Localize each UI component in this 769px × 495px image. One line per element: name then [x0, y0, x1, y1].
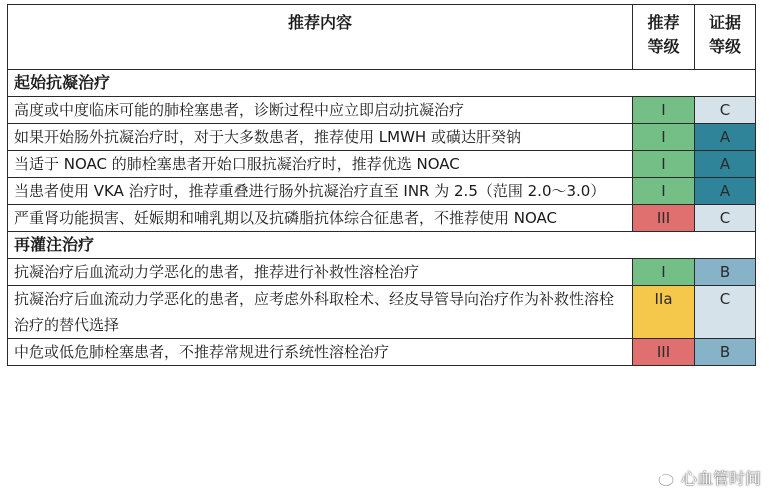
- evidence-value: A: [719, 128, 731, 146]
- table-row: [8, 178, 756, 205]
- table-row: [8, 205, 756, 232]
- grade-value: I: [661, 128, 666, 146]
- evidence-badge: [695, 205, 756, 232]
- grade-value: I: [661, 182, 666, 200]
- recommendation-table: [7, 4, 756, 366]
- evidence-value: C: [719, 101, 731, 119]
- section-title: 起始抗凝治疗: [8, 70, 756, 97]
- header-evidence-label: 证据等级: [709, 13, 742, 56]
- evidence-value: C: [719, 209, 731, 227]
- grade-value: I: [661, 101, 666, 119]
- evidence-badge: [695, 178, 756, 205]
- grade-badge: [633, 286, 695, 339]
- table-row: [8, 259, 756, 286]
- header-content: 推荐内容: [8, 5, 633, 70]
- section-row: [8, 70, 756, 97]
- grade-badge: [633, 97, 695, 124]
- grade-badge: [633, 151, 695, 178]
- evidence-badge: [695, 339, 756, 366]
- evidence-badge: [695, 259, 756, 286]
- table-header-row: [8, 5, 756, 70]
- evidence-badge: [695, 151, 756, 178]
- header-grade-label: 推荐等级: [647, 13, 680, 56]
- evidence-value: A: [719, 182, 731, 200]
- evidence-badge: [695, 286, 756, 339]
- grade-value: IIa: [654, 290, 673, 308]
- evidence-value: B: [719, 263, 731, 281]
- recommendation-text: 当患者使用 VKA 治疗时，推荐重叠进行肠外抗凝治疗直至 INR 为 2.5（范围 2.0～3.0）: [8, 178, 633, 205]
- recommendation-table-wrapper: [7, 4, 755, 366]
- recommendation-text: 当适于 NOAC 的肺栓塞患者开始口服抗凝治疗时，推荐优选 NOAC: [8, 151, 633, 178]
- grade-badge: [633, 178, 695, 205]
- recommendation-text: 高度或中度临床可能的肺栓塞患者，诊断过程中应立即启动抗凝治疗: [8, 97, 633, 124]
- grade-badge: [633, 205, 695, 232]
- grade-badge: [633, 339, 695, 366]
- recommendation-text: 抗凝治疗后血流动力学恶化的患者，应考虑外科取栓术、经皮导管导向治疗作为补救性溶栓治疗的替代选择: [8, 286, 633, 339]
- grade-badge: [633, 124, 695, 151]
- wechat-icon: [649, 468, 675, 488]
- grade-badge: [633, 259, 695, 286]
- evidence-badge: [695, 124, 756, 151]
- watermark-text: 心血管时间: [680, 469, 761, 488]
- table-row: [8, 124, 756, 151]
- watermark: [649, 466, 761, 489]
- grade-value: I: [661, 155, 666, 173]
- grade-value: I: [661, 263, 666, 281]
- section-row: [8, 232, 756, 259]
- evidence-value: C: [719, 290, 731, 308]
- evidence-value: B: [719, 343, 731, 361]
- evidence-value: A: [719, 155, 731, 173]
- evidence-badge: [695, 97, 756, 124]
- table-row: [8, 151, 756, 178]
- recommendation-text: 中危或低危肺栓塞患者，不推荐常规进行系统性溶栓治疗: [8, 339, 633, 366]
- table-row: [8, 286, 756, 339]
- grade-value: III: [656, 343, 671, 361]
- table-row: [8, 97, 756, 124]
- recommendation-text: 严重肾功能损害、妊娠期和哺乳期以及抗磷脂抗体综合征患者，不推荐使用 NOAC: [8, 205, 633, 232]
- recommendation-text: 抗凝治疗后血流动力学恶化的患者，推荐进行补救性溶栓治疗: [8, 259, 633, 286]
- section-title: 再灌注治疗: [8, 232, 756, 259]
- grade-value: III: [656, 209, 671, 227]
- header-grade: [633, 5, 695, 70]
- header-evidence: [695, 5, 756, 70]
- table-row: [8, 339, 756, 366]
- recommendation-text: 如果开始肠外抗凝治疗时，对于大多数患者，推荐使用 LMWH 或磺达肝癸钠: [8, 124, 633, 151]
